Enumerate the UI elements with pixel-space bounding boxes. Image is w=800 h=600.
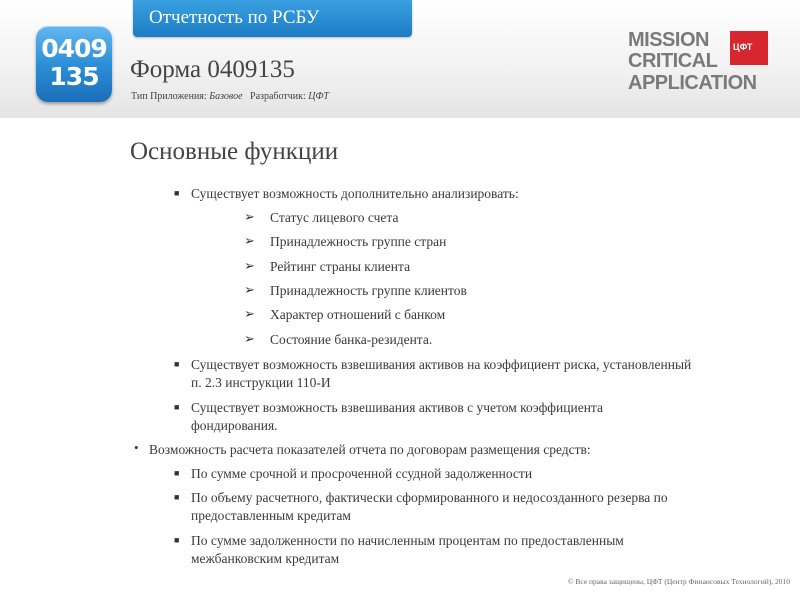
form-title: Форма 0409135 [130,56,295,83]
arrow-bullet-icon: ➢ [244,331,255,346]
round-bullet-icon: • [134,440,139,455]
bullet-2-line2: п. 2.3 инструкции 110-И [191,375,331,390]
form-badge-icon [36,26,112,102]
bullet-c3-line1: По сумме задолженности по начисленным процентам по предоставленным [191,533,624,548]
arrow-bullet-icon: ➢ [244,233,255,248]
square-bullet-icon: ■ [174,402,180,412]
arrow-bullet-icon: ➢ [244,209,255,224]
arrow-bullet-icon: ➢ [244,258,255,273]
square-bullet-icon: ■ [174,468,180,478]
square-bullet-icon: ■ [174,535,180,545]
app-meta [131,91,329,102]
form-badge-line1: 0409 [41,34,107,63]
square-bullet-icon: ■ [174,359,180,369]
form-badge-line2: 135 [49,62,99,91]
bullet-c1: По сумме срочной и просроченной ссудной задолженности [191,466,533,481]
sub-item-1: Статус лицевого счета [270,210,399,225]
dev-value: ЦФТ [308,91,329,102]
cft-logo-text: ЦФТ [733,42,753,52]
square-bullet-icon: ■ [174,492,180,502]
sub-item-2: Принадлежность группе стран [270,234,447,249]
sub-item-4: Принадлежность группе клиентов [270,283,467,298]
arrow-bullet-icon: ➢ [244,306,255,321]
bullet-1: Существует возможность дополнительно анализировать: [191,186,519,201]
mission-critical-logo [628,30,778,100]
arrow-bullet-icon: ➢ [244,282,255,297]
dev-label: Разработчик: [250,91,306,102]
mca-line3: APPLICATION [628,72,757,94]
footer-copyright: © Все права защищены, ЦФТ (Центр Финансовых Технологий), 2010 [567,577,790,586]
square-bullet-icon: ■ [174,188,180,198]
bullet-c3-line2: межбанковским кредитам [191,551,340,566]
mca-line1: MISSION [628,29,709,51]
type-label: Тип Приложения: [131,91,207,102]
bullet-3-line1: Существует возможность взвешивания активов с учетом коэффициента [191,400,603,415]
mca-line2: CRITICAL [628,50,718,72]
top-bullet-2: Возможность расчета показателей отчета по договорам размещения средств: [149,442,591,457]
content-title: Основные функции [130,138,339,165]
bullet-c2-line1: По объему расчетного, фактически сформированного и недосозданного резерва по [191,490,668,505]
sub-item-3: Рейтинг страны клиента [270,259,411,274]
sub-item-6: Состояние банка-резидента. [270,332,433,347]
bullet-2-line1: Существует возможность взвешивания активов на коэффициент риска, установленный [191,357,692,372]
cft-logo-icon [730,31,768,65]
sub-item-5: Характер отношений с банком [270,307,446,322]
section-tab[interactable] [133,0,412,37]
type-value: Базовое [209,91,243,102]
bullet-3-line2: фондирования. [191,418,278,433]
bullet-c2-line2: предоставленным кредитам [191,508,351,523]
section-tab-label: Отчетность по РСБУ [149,7,320,28]
